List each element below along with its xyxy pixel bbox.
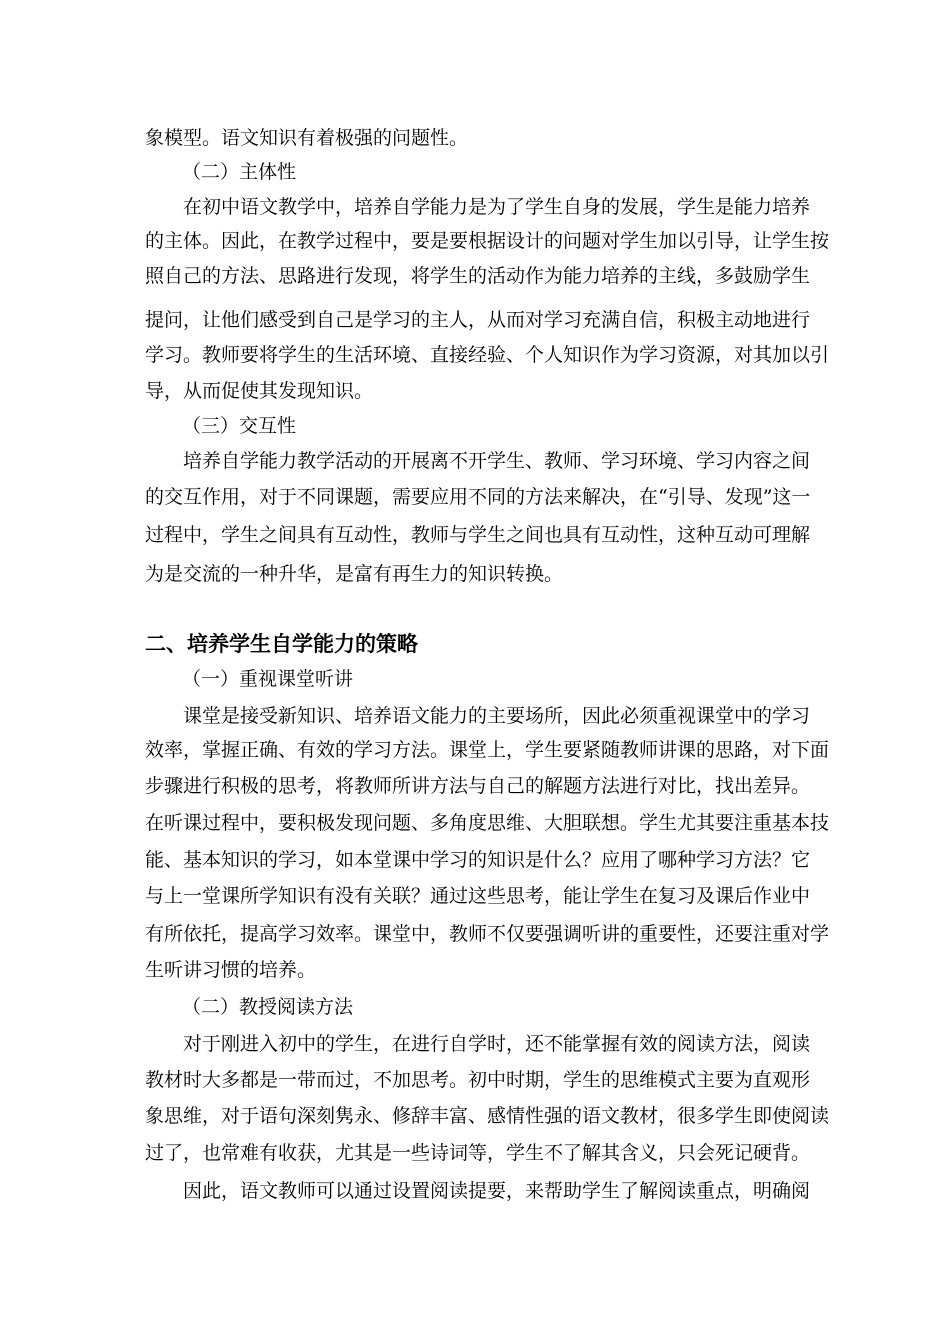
body-text-line: 培养自学能力教学活动的开展离不开学生、教师、学习环境、学习内容之间: [183, 450, 811, 472]
body-text-line: 提问，让他们感受到自己是学习的主人，从而对学习充满自信，积极主动地进行: [145, 309, 811, 331]
body-text-line: 教材时大多都是一带而过，不加思考。初中时期，学生的思维模式主要为直观形: [145, 1069, 811, 1091]
subheading-subjectivity: （二）主体性: [182, 161, 297, 183]
body-text-line: 过程中，学生之间具有互动性，教师与学生之间也具有互动性，这种互动可理解: [145, 524, 811, 546]
body-text-line: 象思维，对于语句深刻隽永、修辞丰富、感情性强的语文教材，很多学生即使阅读: [145, 1105, 830, 1127]
body-text-line: 对于刚进入初中的学生，在进行自学时，还不能掌握有效的阅读方法，阅读: [183, 1033, 811, 1055]
body-text-line: 生听讲习惯的培养。: [145, 959, 317, 981]
body-text-line: 课堂是接受新知识、培养语文能力的主要场所，因此必须重视课堂中的学习: [183, 705, 811, 727]
body-text-line: 为是交流的一种升华，是富有再生力的知识转换。: [145, 563, 564, 585]
body-text-line: 步骤进行积极的思考，将教师所讲方法与自己的解题方法进行对比，找出差异。: [145, 775, 811, 797]
subheading-interactivity: （三）交互性: [182, 415, 297, 437]
body-text-line: 导，从而促使其发现知识。: [145, 380, 374, 402]
body-text-line: 效率，掌握正确、有效的学习方法。课堂上，学生要紧随教师讲课的思路，对下面: [145, 739, 830, 761]
body-text-line: 过了，也常难有收获，尤其是一些诗词等，学生不了解其含义，只会死记硬背。: [145, 1142, 811, 1164]
body-text-line: 在听课过程中，要积极发现问题、多角度思维、大胆联想。学生尤其要注重基本技: [145, 812, 830, 834]
body-text-line: 与上一堂课所学知识有没有关联？通过这些思考，能让学生在复习及课后作业中: [145, 885, 811, 907]
body-text-line: 的主体。因此，在教学过程中，要是要根据设计的问题对学生加以引导，让学生按: [145, 230, 830, 252]
body-text-line: 有所依托，提高学习效率。课堂中，教师不仅要强调听讲的重要性，还要注重对学: [145, 923, 830, 945]
section-heading: 二、培养学生自学能力的策略: [145, 632, 418, 656]
body-text-line: 在初中语文教学中，培养自学能力是为了学生自身的发展，学生是能力培养: [183, 196, 811, 218]
body-text-line: 因此，语文教师可以通过设置阅读提要，来帮助学生了解阅读重点，明确阅: [183, 1180, 811, 1202]
body-text-line: 照自己的方法、思路进行发现，将学生的活动作为能力培养的主线，多鼓励学生: [145, 265, 811, 287]
body-text-line: 学习。教师要将学生的生活环境、直接经验、个人知识作为学习资源，对其加以引: [145, 344, 830, 366]
body-text-line: 象模型。语文知识有着极强的问题性。: [145, 127, 469, 149]
body-text-line: 能、基本知识的学习，如本堂课中学习的知识是什么？应用了哪种学习方法？它: [145, 849, 811, 871]
body-text-line: 的交互作用，对于不同课题，需要应用不同的方法来解决，在“引导、发现”这一: [145, 486, 811, 508]
subheading-classroom-listening: （一）重视课堂听讲: [182, 668, 354, 690]
subheading-reading-methods: （二）教授阅读方法: [182, 996, 354, 1018]
